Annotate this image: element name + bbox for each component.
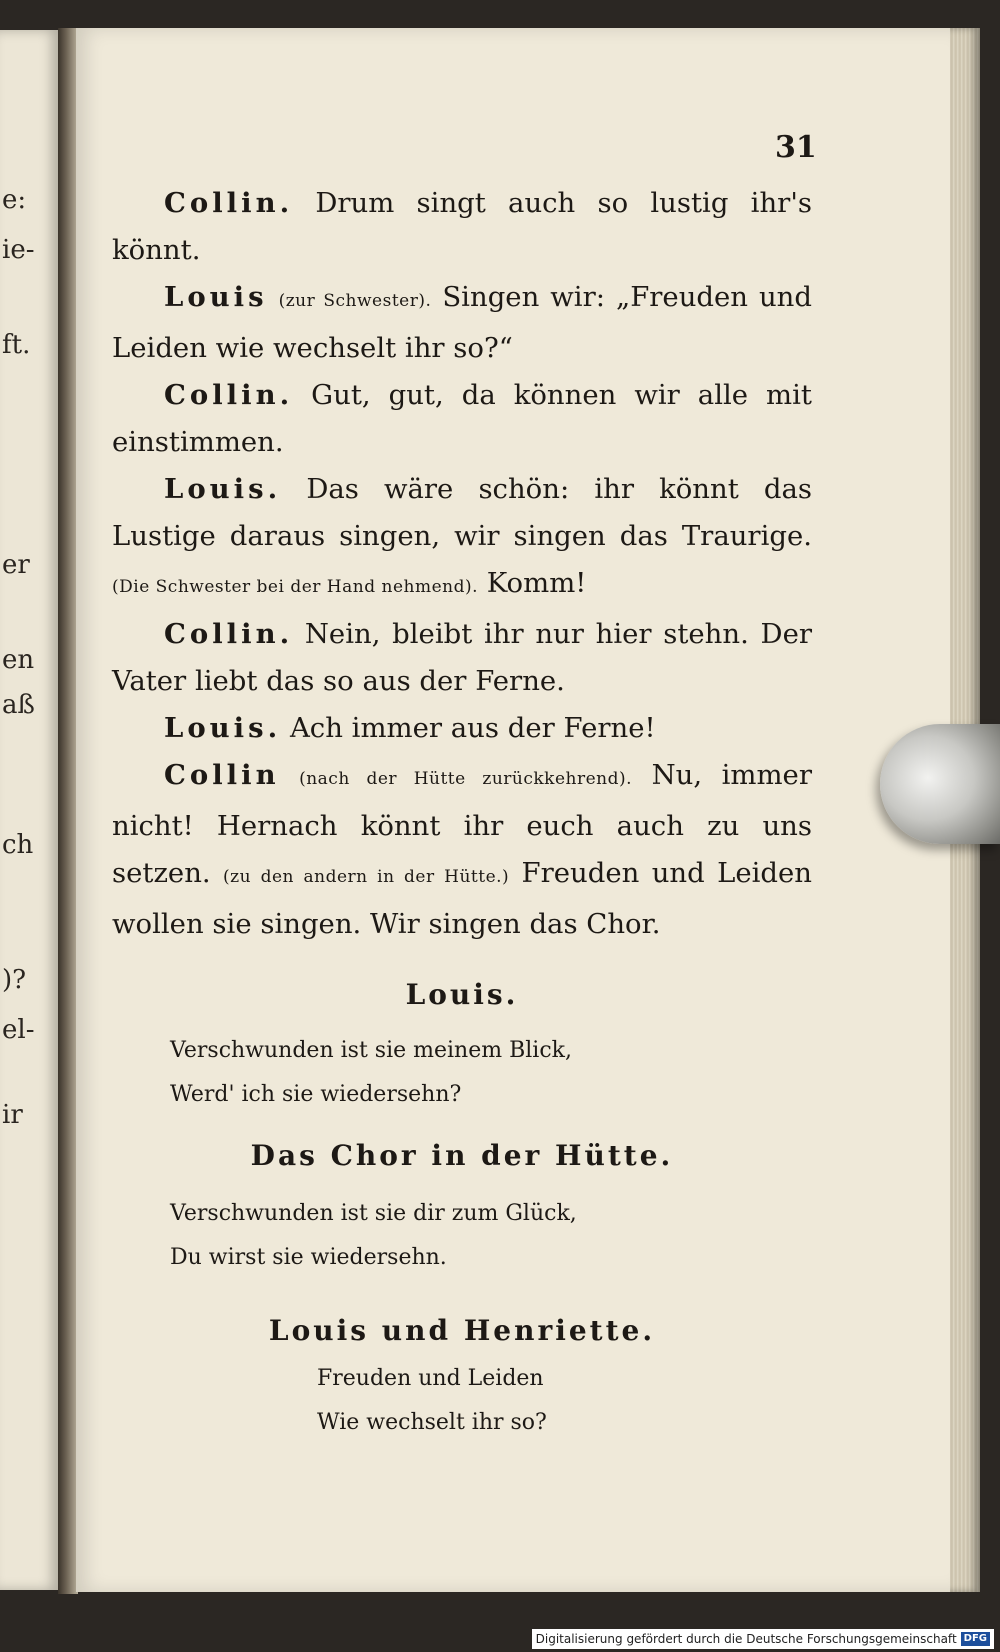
speaker-name: Collin. bbox=[164, 618, 294, 650]
verse-block bbox=[112, 1029, 812, 1117]
dialogue-text: Gut, gut, da können wir alle mit einstimmen. bbox=[112, 379, 812, 458]
dialogue-text: Nu, immer nicht! Hernach könnt ihr euch auch zu uns setzen. bbox=[112, 759, 812, 889]
paragraph bbox=[112, 611, 812, 705]
song-heading: Das Chor in der Hütte. bbox=[250, 1139, 674, 1172]
verse-line: Wie wechselt ihr so? bbox=[317, 1410, 547, 1435]
dialogue-text: Nein, bleibt ihr nur hier stehn. Der Vater liebt das so aus der Ferne. bbox=[112, 618, 813, 697]
left-page-fragment: e: bbox=[2, 185, 27, 215]
paragraph bbox=[112, 705, 812, 752]
speaker-name: Louis. bbox=[164, 473, 282, 505]
left-page-fragment: ft. bbox=[2, 330, 31, 360]
dialogue-text: Drum singt auch so lustig ihr's könnt. bbox=[112, 187, 812, 266]
left-page-edge bbox=[0, 30, 60, 1590]
page-clip bbox=[880, 724, 1000, 844]
left-page-fragment: el- bbox=[2, 1015, 35, 1045]
left-page-fragment: )? bbox=[2, 965, 27, 995]
verse-line: Verschwunden ist sie meinem Blick, bbox=[170, 1038, 572, 1063]
paragraph bbox=[112, 466, 812, 611]
speaker-name: Louis bbox=[164, 281, 268, 313]
stage-direction: (nach der Hütte zurückkehrend). bbox=[299, 769, 633, 789]
stage-direction: (zu den andern in der Hütte.) bbox=[223, 867, 510, 887]
dialogue-text: Ach immer aus der Ferne! bbox=[289, 712, 656, 744]
verse-line: Werd' ich sie wiedersehn? bbox=[170, 1082, 462, 1107]
verse-line: Verschwunden ist sie dir zum Glück, bbox=[170, 1201, 577, 1226]
page-number: 31 bbox=[775, 130, 817, 165]
dialogue-text: Singen wir: „Freuden und Leiden wie wechselt ihr so?“ bbox=[112, 281, 812, 364]
paragraph bbox=[112, 274, 812, 372]
left-page-fragment: er bbox=[2, 550, 30, 580]
paragraph bbox=[112, 372, 812, 466]
left-page-fragment: ch bbox=[2, 830, 34, 860]
left-page-fragment: ir bbox=[2, 1100, 23, 1130]
left-page-fragment: aß bbox=[2, 690, 35, 720]
paragraph bbox=[112, 752, 812, 948]
left-page-fragment: ie- bbox=[2, 235, 35, 265]
song-heading: Louis. bbox=[405, 978, 519, 1011]
paragraph bbox=[112, 180, 812, 274]
dialogue-text: Freuden und Leiden wollen sie singen. Wir singen das Chor. bbox=[112, 857, 813, 940]
stage-direction: (zur Schwester). bbox=[278, 291, 432, 311]
speaker-name: Collin bbox=[164, 759, 280, 791]
book-gutter bbox=[58, 28, 78, 1594]
digitization-footer bbox=[532, 1629, 994, 1649]
speaker-name: Collin. bbox=[164, 187, 294, 219]
dialogue-text: Komm! bbox=[486, 567, 587, 599]
speaker-name: Louis. bbox=[164, 712, 282, 744]
stage-direction: (Die Schwester bei der Hand nehmend). bbox=[112, 577, 478, 597]
verse-line: Du wirst sie wiedersehn. bbox=[170, 1245, 447, 1270]
speaker-name: Collin. bbox=[164, 379, 294, 411]
verse-block bbox=[112, 1357, 812, 1445]
footer-text: Digitalisierung gefördert durch die Deutsche Forschungsgemeinschaft bbox=[535, 1632, 957, 1646]
verse-line: Freuden und Leiden bbox=[317, 1366, 544, 1391]
verse-block bbox=[112, 1192, 812, 1280]
left-page-fragment: en bbox=[2, 645, 35, 675]
dialogue-text: Das wäre schön: ihr könnt das Lustige daraus singen, wir singen das Traurige. bbox=[112, 473, 812, 552]
song-heading: Louis und Henriette. bbox=[268, 1314, 656, 1347]
page-text bbox=[112, 180, 812, 1445]
dfg-logo-icon: DFG bbox=[961, 1632, 990, 1646]
